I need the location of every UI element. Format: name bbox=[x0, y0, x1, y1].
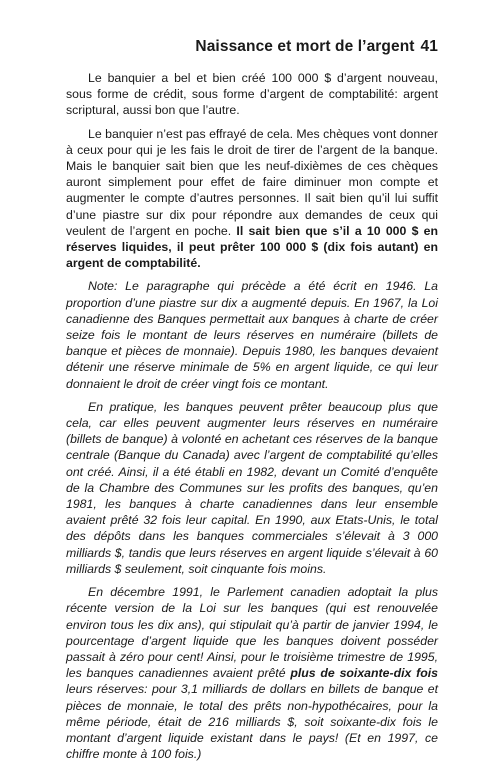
running-header bbox=[66, 38, 438, 56]
paragraph-5-text-end: leurs réserves: pour 3,1 milliards de dollars en billets de banque et pièces de monnaie, le total des prêts non-hypothécaires, pour la même période, était de 216 milliards $, soit soixante-dix fois le montant d’argent liquide existant dans le pays! (Et en 1997, ce chiffre monte à 100 fois.) bbox=[66, 682, 438, 762]
book-page bbox=[66, 38, 438, 769]
chapter-title: Naissance et mort de l’argent bbox=[195, 38, 415, 55]
paragraph-4 bbox=[66, 399, 438, 577]
paragraph-5-bold-text: plus de soixante-dix fois bbox=[290, 666, 438, 681]
paragraph-2 bbox=[66, 126, 438, 272]
paragraph-5-text-start: En décembre 1991, le Parlement canadien adoptait la plus récente version de la Loi sur les banques (qui est renouvelée environ tous les dix ans), qui stipulait qu’à partir de janvier 1994, le pourcentage d’argent liquide que les banques doivent posséder passait à zéro pour cent! Ainsi, pour le troisième trimestre de 1995, les banques canadiennes avaient prêté bbox=[66, 585, 438, 681]
paragraph-1 bbox=[66, 70, 438, 119]
paragraph-2-text: Le banquier n’est pas effrayé de cela. Mes chèques vont donner à ceux pour qui je les fais le droit de tirer de l’argent de la banque. Mais le banquier sait bien que les neuf-dixièmes de ces chèques auront simplement pour effet de faire diminuer mon compte et augmenter le compte d’autres personnes. Il sait bien qu’il lui suffit d’une piastre sur dix pour répondre aux demandes de ceux qui veulent de l’argent en poche. bbox=[66, 126, 438, 238]
page-number: 41 bbox=[420, 38, 438, 55]
note-paragraph-text: Note: Le paragraphe qui précède a été écrit en 1946. La proportion d’une piastre sur dix a augmenté depuis. En 1967, la Loi canadienne des Banques permettait aux banques à charte de créer seize fois le montant de leurs réserves en numéraire (billets de banque et pièces de monnaie). Depuis 1980, les banques devaient détenir une réserve minimale de 5% en argent liquide, ce qui leur donnaient le droit de créer vingt fois ce montant. bbox=[66, 279, 438, 391]
paragraph-4-text: En pratique, les banques peuvent prêter beaucoup plus que cela, car elles peuvent augmenter leurs réserves en numéraire (billets de banque) à volonté en achetant ces réserves de la banque centrale (Banque du Canada) avec l’argent de comptabilité qu’elles ont créé. Ainsi, il a été établi en 1982, devant un Comité d’enquête de la Chambre des Communes sur les profits des banques, qu’en 1981, les banques à charte canadiennes dans leur ensemble avaient prêté 32 fois leur capital. En 1990, aux Etats-Unis, le total des dépôts dans les banques commerciales s’élevait à 3 000 milliards $, tandis que leurs réserves en argent liquide s’élevait à 60 milliards $ seulement, soit cinquante fois moins. bbox=[66, 399, 438, 576]
paragraph-1-text: Le banquier a bel et bien créé 100 000 $ d’argent nouveau, sous forme de crédit, sous forme d’argent de comptabilité: argent scriptural, aussi bon que l’autre. bbox=[66, 71, 438, 118]
paragraph-2-bold-text: Il sait bien que s’il a 10 000 $ en réserves liquides, il peut prêter 100 000 $ (dix fois autant) en argent de comptabilité. bbox=[66, 223, 438, 271]
note-paragraph bbox=[66, 278, 438, 391]
paragraph-5 bbox=[66, 584, 438, 762]
